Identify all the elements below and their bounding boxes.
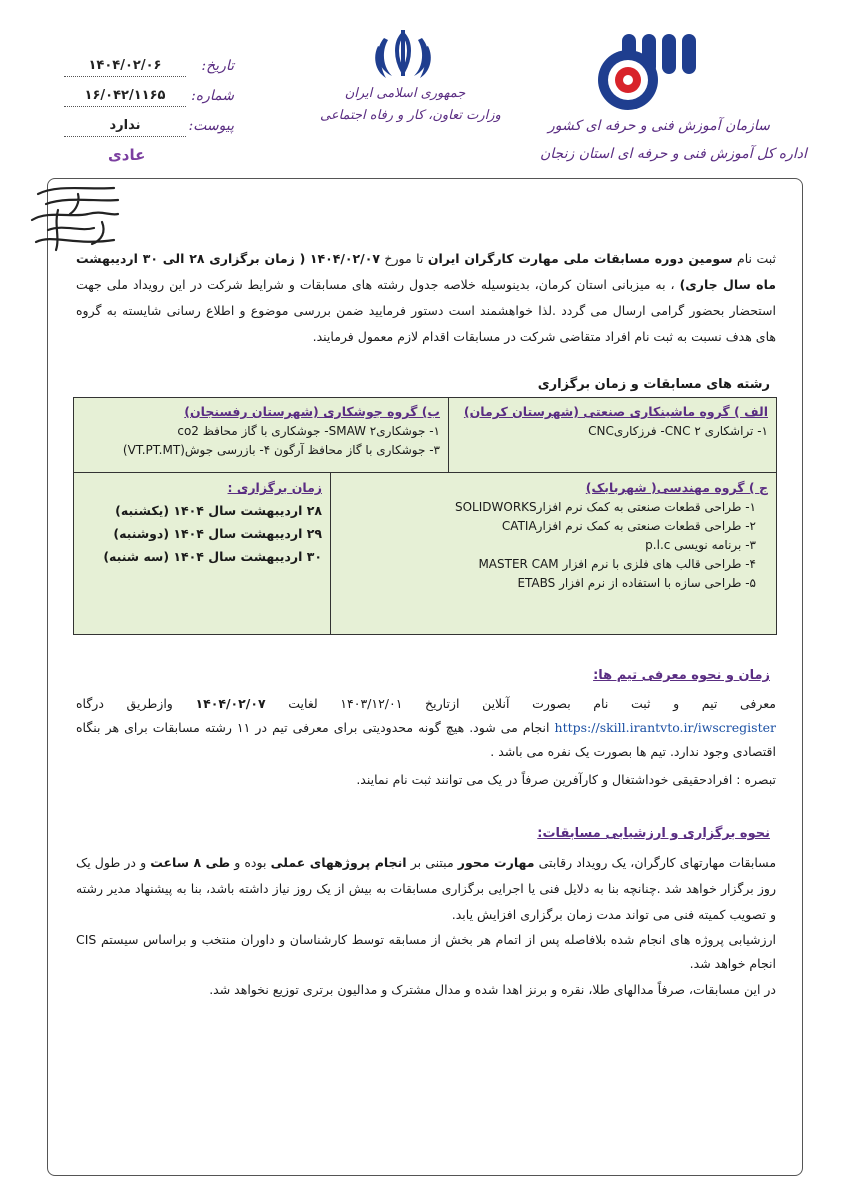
schedule-cell <box>84 480 322 564</box>
intro-text-4: ، به میزبانی استان کرمان، بدینوسیله خلاصه جدول رشته های مسابقات و شرایط شرکت در این رویداد ملی جهت استحضار بحضور گرامی ارسال می گردد .لذا خواهشمند است دستور فرمایید ضمن بررسی موضوع و اطلاع رسانی شایسته به گروه های هدف نسبت به ثبت نام افراد متقاضی شرکت در مسابقات اقدام لازم معمول فرمایند. <box>76 277 776 344</box>
eval-section-title: نحوه برگزاری و ارزشیابی مسابقات: <box>537 826 770 841</box>
team-text-2: وازطریق درگاه <box>76 696 173 711</box>
intro-text-1: ثبت نام <box>737 251 776 266</box>
number-value: ۱۶/۰۴۲/۱۱۶۵ <box>64 88 186 107</box>
team-section-title: زمان و نحوه معرفی تیم ها: <box>593 668 770 683</box>
team-note: تبصره : افرادحقیقی خوداشتغال و کارآفرین صرفاً در یک می توانند ثبت نام نمایند. <box>356 772 776 787</box>
group-c-item: ۲- طراحی قطعات صنعتی به کمک نرم افزارCATIA <box>501 519 756 533</box>
team-text-3: انجام می شود. هیچ گونه محدودیتی برای معرفی تیم در ۱۱ رشته مسابقات برای هر بنگاه اقتصادی وجود ندارد. تیم ها بصورت یک نفره می باشد . <box>76 720 776 759</box>
group-c-item: ۴- طراحی قالب های فلزی با نرم افزار MASTER CAM <box>478 557 756 571</box>
eval-text-2: مبتنی بر <box>410 855 454 870</box>
team-deadline: ۱۴۰۴/۰۲/۰۷ <box>195 696 266 711</box>
org-name-1: سازمان آموزش فنی و حرفه ای کشور <box>548 118 770 134</box>
intro-deadline: ۱۴۰۴/۰۲/۰۷ <box>309 251 380 266</box>
eval-text-1: مسابقات مهارتهای کارگران، یک رویداد رقابتی <box>538 855 777 870</box>
intro-event-dates: ( زمان برگزاری ۲۸ الی ۳۰ اردیبهشت ماه سال جاری) <box>76 251 776 292</box>
eval-text-3: بوده و <box>234 855 267 870</box>
priority-label: عادی <box>108 146 146 164</box>
attachment-row <box>64 118 234 140</box>
number-label: شماره: <box>191 88 234 104</box>
group-c-item: ۱- طراحی قطعات صنعتی به کمک نرم افزارSOLIDWORKS <box>454 500 756 514</box>
table-title: رشته های مسابقات و زمان برگزاری <box>537 377 770 392</box>
emblem-caption-2: وزارت تعاون، کار و رفاه اجتماعی <box>320 108 501 123</box>
table-divider <box>330 472 331 634</box>
eval-bold-2: انجام پروژههای عملی <box>270 855 407 870</box>
team-text-1: معرفی تیم و ثبت نام بصورت آنلاین ازتاریخ ۱۴۰۳/۱۲/۰۱ لغایت <box>288 696 776 711</box>
tvto-logo-icon <box>588 30 706 110</box>
intro-paragraph <box>76 246 776 350</box>
group-a-heading: الف ) گروه ماشینکاری صنعتی (شهرستان کرمان) <box>463 404 768 419</box>
attachment-label: پیوست: <box>188 118 234 134</box>
eval-text-4: و در طول یک روز برگزار خواهد شد .چنانچه بنا به دلایل فنی یا اجرایی برگزاری مسابقات به بیش از یک روز نیاز داشته باشد، بنا به پیشنهاد مدیر رشته و تصویب کمیته فنی می تواند مدت زمان برگزاری افزایش یابد. <box>76 855 776 922</box>
group-c-item: ۵- طراحی سازه با استفاده از نرم افزار ETABS <box>517 576 756 590</box>
eval-paragraph-3: در این مسابقات، صرفاً مدالهای طلا، نقره و برنز اهدا شده و مدال مشترک و مدالیون برتری توزیع نخواهد شد. <box>209 982 776 997</box>
schedule-date: ۳۰ اردیبهشت سال ۱۴۰۴ (سه شنبه) <box>103 549 322 564</box>
iran-emblem-icon <box>370 28 436 82</box>
competition-table <box>73 397 777 635</box>
schedule-date: ۲۸ اردیبهشت سال ۱۴۰۴ (یکشنبه) <box>115 503 322 518</box>
date-row <box>64 58 234 80</box>
intro-text-2: تا مورخ <box>384 251 424 266</box>
group-a-cell <box>458 404 768 438</box>
date-label: تاریخ: <box>201 58 234 74</box>
table-divider <box>74 472 776 473</box>
eval-bold-1: مهارت محور <box>457 855 535 870</box>
team-section-paragraph <box>76 692 776 764</box>
attachment-value: ندارد <box>64 118 186 137</box>
eval-paragraph-1 <box>76 850 776 928</box>
table-divider <box>448 398 449 472</box>
intro-event-name: سومین دوره مسابقات ملی مهارت کارگران ایران <box>427 251 733 266</box>
group-b-line-2: ۳- جوشکاری با گاز محافظ آرگون ۴- بازرسی جوش(VT.PT.MT) <box>122 443 440 457</box>
group-c-heading: ج ) گروه مهندسی( شهربابک) <box>585 480 768 495</box>
schedule-heading: زمان برگزاری : <box>227 480 322 495</box>
org-name-2: اداره کل آموزش فنی و حرفه ای استان زنجان <box>540 146 807 162</box>
registration-link[interactable]: https://skill.irantvto.ir/iwscregister <box>554 720 776 735</box>
eval-bold-3: طی ۸ ساعت <box>150 855 231 870</box>
group-b-cell <box>84 404 440 457</box>
group-b-line-1: ۱- جوشکاریSMAW ۲- جوشکاری با گاز محافظ co2 <box>177 424 440 438</box>
group-b-heading: ب) گروه جوشکاری (شهرستان رفسنجان) <box>184 404 440 419</box>
number-row <box>64 88 234 110</box>
group-a-line: ۱- تراشکاری CNC ۲- فرزکاریCNC <box>588 424 768 438</box>
eval-paragraph-2: ارزشیابی پروژه های انجام شده بلافاصله پس از اتمام هر بخش از مسابقه توسط کارشناسان و داوران منتخب و براساس سیستم CIS انجام خواهد شد. <box>76 932 776 971</box>
date-value: ۱۴۰۴/۰۲/۰۶ <box>64 58 186 77</box>
emblem-caption-1: جمهوری اسلامی ایران <box>344 86 466 101</box>
group-c-item: ۳- برنامه نویسی p.l.c <box>645 538 756 552</box>
schedule-date: ۲۹ اردیبهشت سال ۱۴۰۴ (دوشنبه) <box>113 526 322 541</box>
group-c-cell <box>348 480 768 590</box>
